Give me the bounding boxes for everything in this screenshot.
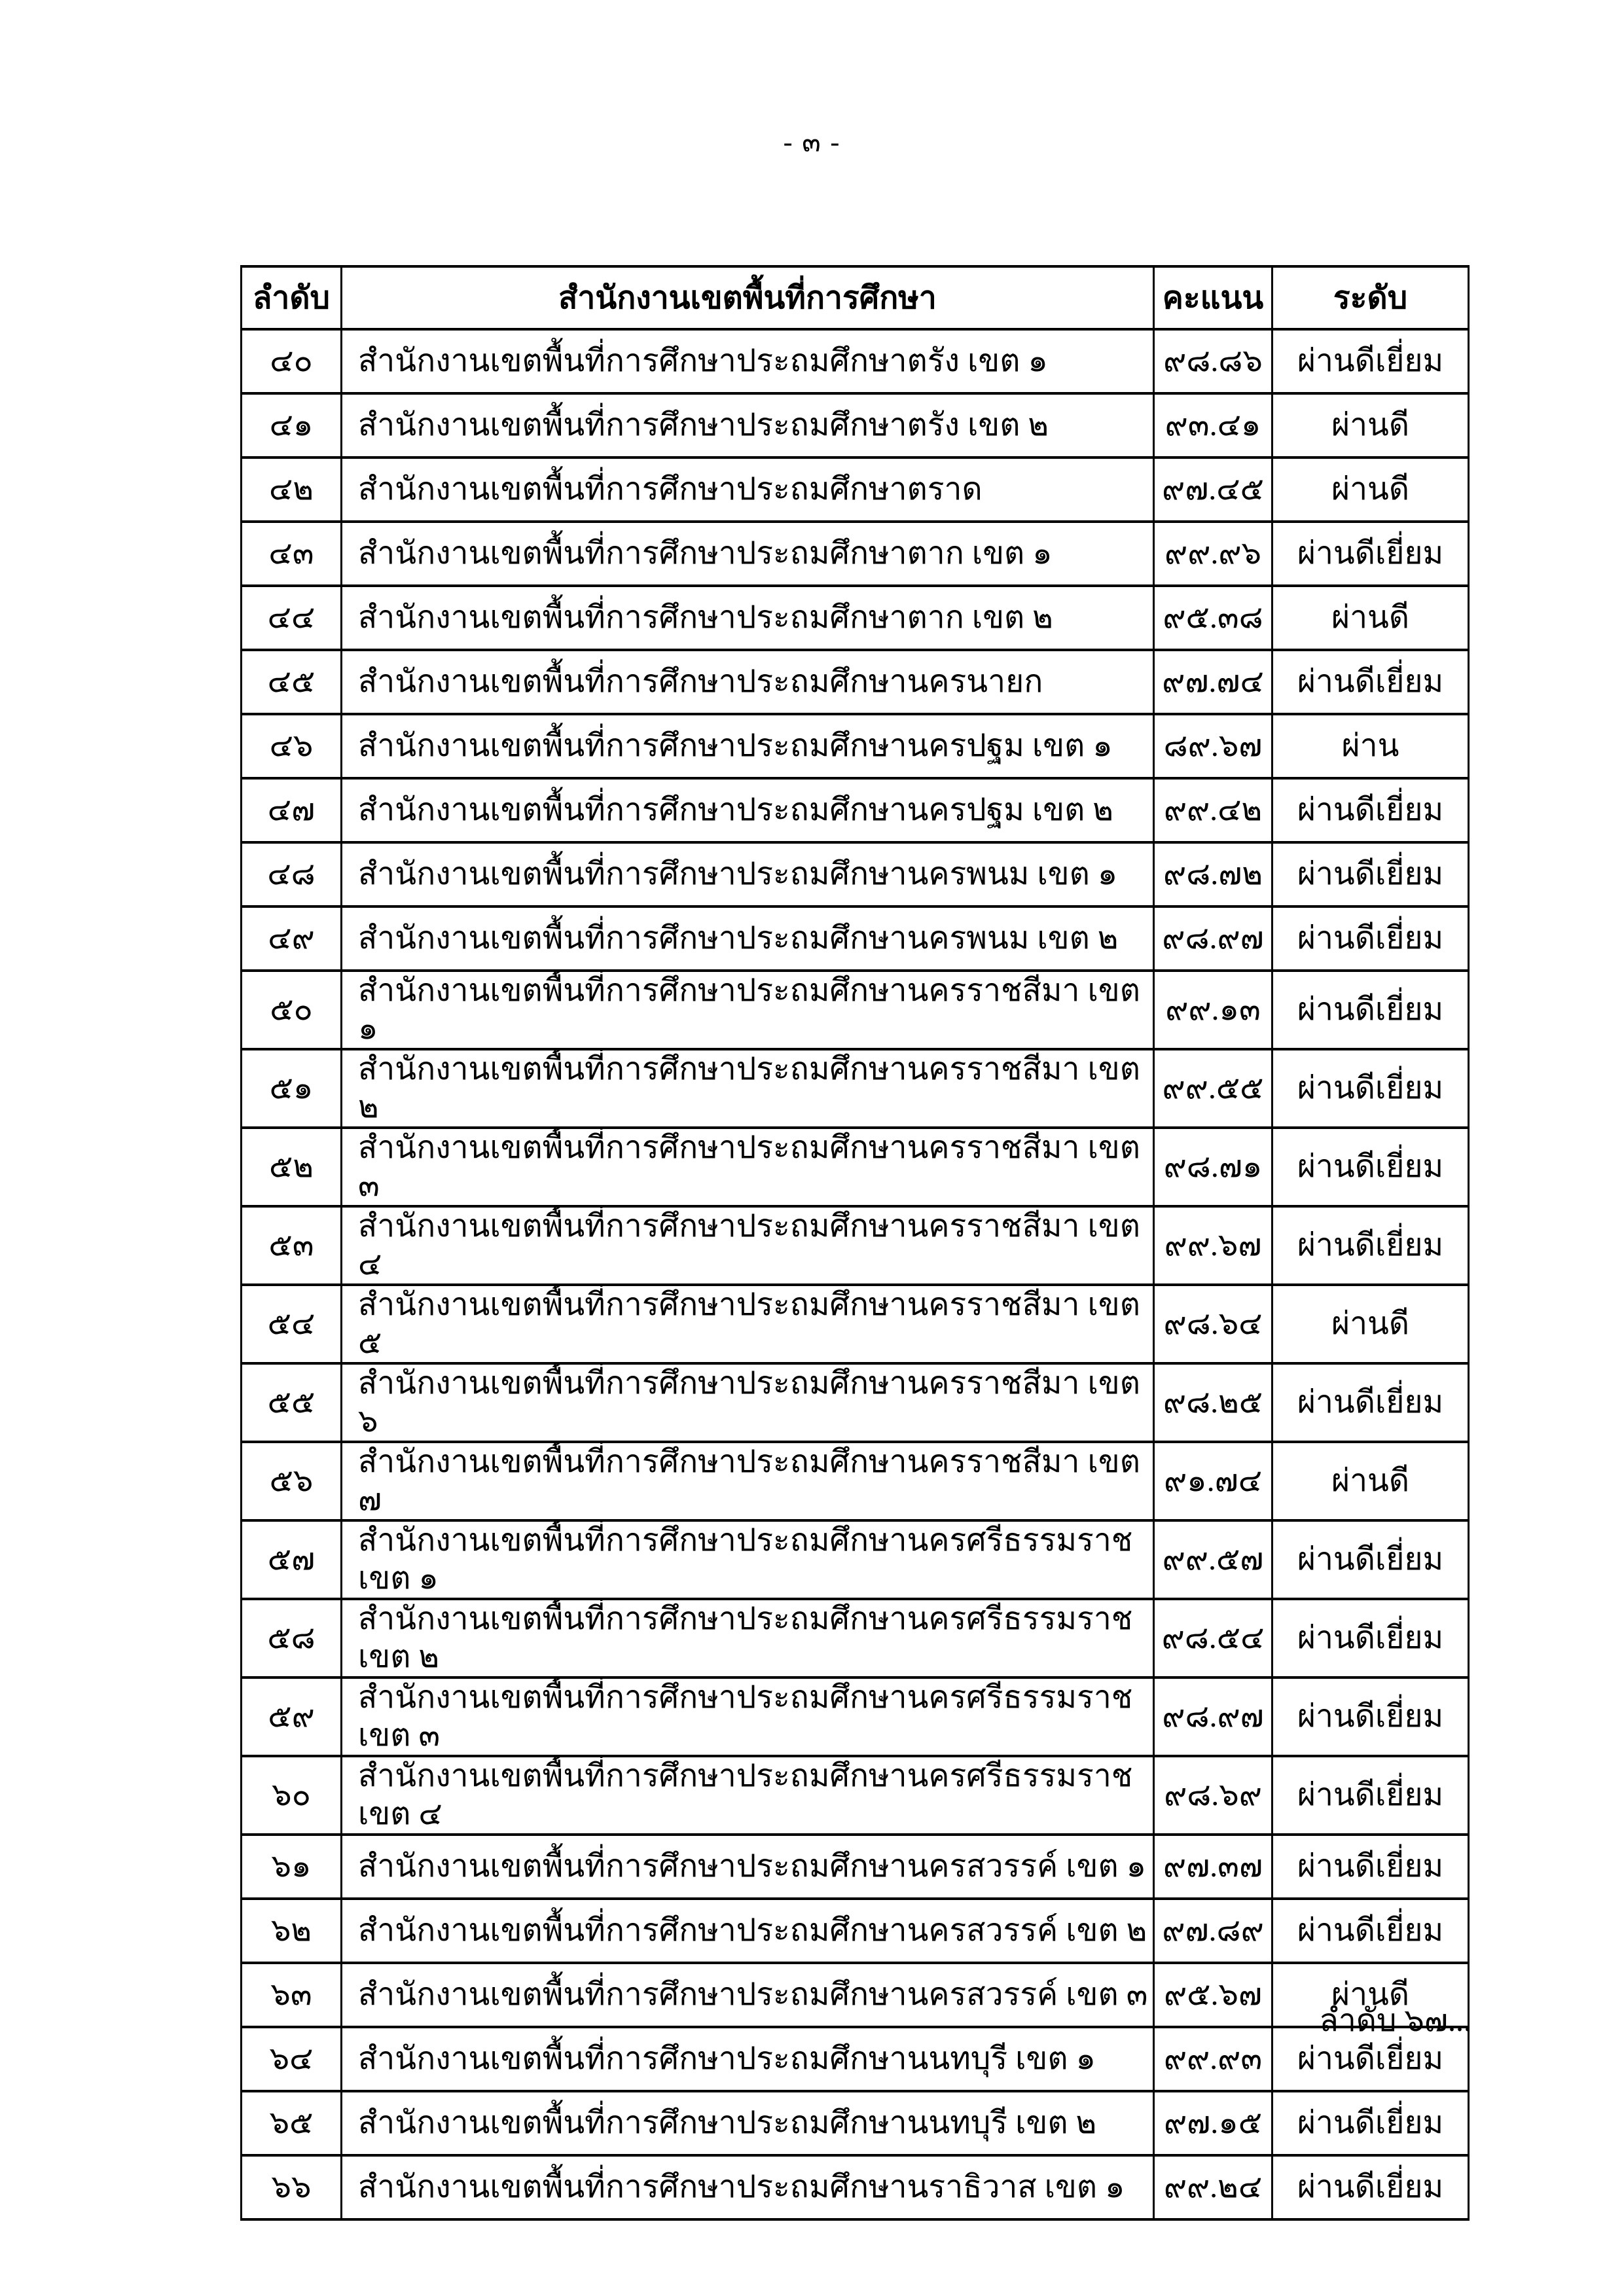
row-level-cell: ผ่านดีเยี่ยม [1272, 842, 1469, 906]
row-level-cell: ผ่านดีเยี่ยม [1272, 1520, 1469, 1599]
row-office-cell: สำนักงานเขตพื้นที่การศึกษาประถมศึกษาตรัง เขต ๑ [342, 329, 1154, 393]
table-row [242, 329, 1469, 393]
row-score-cell: ๙๑.๗๔ [1154, 1442, 1272, 1520]
row-level-cell: ผ่านดี [1272, 1442, 1469, 1520]
row-order-cell: ๔๐ [242, 329, 342, 393]
row-score-cell: ๙๗.๑๕ [1154, 2091, 1272, 2155]
row-office-cell: สำนักงานเขตพื้นที่การศึกษาประถมศึกษานครนายก [342, 650, 1154, 714]
table-row [242, 1963, 1469, 2027]
row-order-cell: ๖๑ [242, 1835, 342, 1899]
row-score-cell: ๙๗.๘๙ [1154, 1899, 1272, 1963]
row-office-cell: สำนักงานเขตพื้นที่การศึกษาประถมศึกษานครราชสีมา เขต ๑ [342, 971, 1154, 1049]
table-row [242, 971, 1469, 1049]
row-order-cell: ๖๖ [242, 2155, 342, 2219]
row-office-cell: สำนักงานเขตพื้นที่การศึกษาประถมศึกษานครราชสีมา เขต ๓ [342, 1128, 1154, 1206]
row-level-cell: ผ่านดีเยี่ยม [1272, 1677, 1469, 1756]
row-level-cell: ผ่านดีเยี่ยม [1272, 1206, 1469, 1285]
table-row [242, 522, 1469, 586]
header-level: ระดับ [1272, 266, 1469, 329]
row-level-cell: ผ่านดีเยี่ยม [1272, 1599, 1469, 1677]
row-order-cell: ๕๕ [242, 1363, 342, 1442]
footer-continuation-note: ลำดับ ๖๗... [1319, 2003, 1471, 2038]
row-office-cell: สำนักงานเขตพื้นที่การศึกษาประถมศึกษาตาก เขต ๑ [342, 522, 1154, 586]
table-row [242, 714, 1469, 778]
row-level-cell: ผ่านดีเยี่ยม [1272, 1835, 1469, 1899]
row-office-cell: สำนักงานเขตพื้นที่การศึกษาประถมศึกษานครพนม เขต ๑ [342, 842, 1154, 906]
row-order-cell: ๖๓ [242, 1963, 342, 2027]
row-order-cell: ๔๑ [242, 393, 342, 457]
row-order-cell: ๖๐ [242, 1756, 342, 1835]
table-row [242, 1899, 1469, 1963]
row-level-cell: ผ่านดี [1272, 393, 1469, 457]
row-order-cell: ๕๗ [242, 1520, 342, 1599]
row-office-cell: สำนักงานเขตพื้นที่การศึกษาประถมศึกษาตาก เขต ๒ [342, 586, 1154, 650]
table-row [242, 1285, 1469, 1363]
table-row [242, 2091, 1469, 2155]
row-score-cell: ๙๓.๔๑ [1154, 393, 1272, 457]
table-row [242, 2027, 1469, 2091]
row-score-cell: ๙๘.๙๗ [1154, 1677, 1272, 1756]
row-office-cell: สำนักงานเขตพื้นที่การศึกษาประถมศึกษานนทบุรี เขต ๒ [342, 2091, 1154, 2155]
row-order-cell: ๔๕ [242, 650, 342, 714]
row-score-cell: ๙๙.๑๓ [1154, 971, 1272, 1049]
row-order-cell: ๔๙ [242, 906, 342, 971]
row-order-cell: ๕๐ [242, 971, 342, 1049]
row-score-cell: ๙๙.๙๓ [1154, 2027, 1272, 2091]
table-body [242, 329, 1469, 2219]
row-level-cell: ผ่านดีเยี่ยม [1272, 2091, 1469, 2155]
header-order: ลำดับ [242, 266, 342, 329]
row-order-cell: ๕๖ [242, 1442, 342, 1520]
row-order-cell: ๔๓ [242, 522, 342, 586]
row-office-cell: สำนักงานเขตพื้นที่การศึกษาประถมศึกษานครราชสีมา เขต ๕ [342, 1285, 1154, 1363]
row-level-cell: ผ่านดีเยี่ยม [1272, 1363, 1469, 1442]
row-order-cell: ๕๒ [242, 1128, 342, 1206]
row-level-cell: ผ่าน [1272, 714, 1469, 778]
table-row [242, 778, 1469, 842]
row-score-cell: ๙๕.๓๘ [1154, 586, 1272, 650]
row-order-cell: ๔๗ [242, 778, 342, 842]
row-office-cell: สำนักงานเขตพื้นที่การศึกษาประถมศึกษานครศรีธรรมราช เขต ๒ [342, 1599, 1154, 1677]
row-level-cell: ผ่านดีเยี่ยม [1272, 1756, 1469, 1835]
row-score-cell: ๙๗.๔๕ [1154, 457, 1272, 522]
row-order-cell: ๕๑ [242, 1049, 342, 1128]
table-row [242, 1756, 1469, 1835]
row-order-cell: ๔๘ [242, 842, 342, 906]
row-office-cell: สำนักงานเขตพื้นที่การศึกษาประถมศึกษาตราด [342, 457, 1154, 522]
row-office-cell: สำนักงานเขตพื้นที่การศึกษาประถมศึกษานครราชสีมา เขต ๗ [342, 1442, 1154, 1520]
row-office-cell: สำนักงานเขตพื้นที่การศึกษาประถมศึกษานครราชสีมา เขต ๖ [342, 1363, 1154, 1442]
row-level-cell: ผ่านดีเยี่ยม [1272, 906, 1469, 971]
table-row [242, 1599, 1469, 1677]
row-score-cell: ๙๙.๒๔ [1154, 2155, 1272, 2219]
table-row [242, 842, 1469, 906]
table-row [242, 1520, 1469, 1599]
page-number: - ๓ - [783, 128, 841, 158]
header-score: คะแนน [1154, 266, 1272, 329]
row-order-cell: ๔๔ [242, 586, 342, 650]
table-row [242, 1363, 1469, 1442]
row-office-cell: สำนักงานเขตพื้นที่การศึกษาประถมศึกษานครพนม เขต ๒ [342, 906, 1154, 971]
row-order-cell: ๖๔ [242, 2027, 342, 2091]
table-row [242, 457, 1469, 522]
row-level-cell: ผ่านดีเยี่ยม [1272, 1899, 1469, 1963]
table-row [242, 1128, 1469, 1206]
row-level-cell: ผ่านดีเยี่ยม [1272, 650, 1469, 714]
row-score-cell: ๙๘.๖๔ [1154, 1285, 1272, 1363]
row-office-cell: สำนักงานเขตพื้นที่การศึกษาประถมศึกษานครศรีธรรมราช เขต ๓ [342, 1677, 1154, 1756]
row-score-cell: ๘๙.๖๗ [1154, 714, 1272, 778]
table-row [242, 1835, 1469, 1899]
row-level-cell: ผ่านดี [1272, 1285, 1469, 1363]
row-score-cell: ๙๘.๗๑ [1154, 1128, 1272, 1206]
row-order-cell: ๖๕ [242, 2091, 342, 2155]
row-order-cell: ๕๔ [242, 1285, 342, 1363]
row-order-cell: ๖๒ [242, 1899, 342, 1963]
table-head [242, 266, 1469, 329]
row-office-cell: สำนักงานเขตพื้นที่การศึกษาประถมศึกษานครปฐม เขต ๑ [342, 714, 1154, 778]
table-header-row [242, 266, 1469, 329]
table-row [242, 1049, 1469, 1128]
table-row [242, 393, 1469, 457]
header-office: สำนักงานเขตพื้นที่การศึกษา [342, 266, 1154, 329]
row-score-cell: ๙๙.๕๕ [1154, 1049, 1272, 1128]
row-order-cell: ๕๘ [242, 1599, 342, 1677]
row-level-cell: ผ่านดีเยี่ยม [1272, 971, 1469, 1049]
row-order-cell: ๔๒ [242, 457, 342, 522]
row-level-cell: ผ่านดีเยี่ยม [1272, 1128, 1469, 1206]
row-level-cell: ผ่านดี [1272, 586, 1469, 650]
row-office-cell: สำนักงานเขตพื้นที่การศึกษาประถมศึกษานครราชสีมา เขต ๔ [342, 1206, 1154, 1285]
row-score-cell: ๙๗.๓๗ [1154, 1835, 1272, 1899]
row-office-cell: สำนักงานเขตพื้นที่การศึกษาประถมศึกษานราธิวาส เขต ๑ [342, 2155, 1154, 2219]
table-row [242, 586, 1469, 650]
row-office-cell: สำนักงานเขตพื้นที่การศึกษาประถมศึกษานครสวรรค์ เขต ๑ [342, 1835, 1154, 1899]
row-score-cell: ๙๘.๕๔ [1154, 1599, 1272, 1677]
table-row [242, 906, 1469, 971]
table-row [242, 1677, 1469, 1756]
row-level-cell: ผ่านดี [1272, 1963, 1469, 2027]
row-level-cell: ผ่านดีเยี่ยม [1272, 778, 1469, 842]
table-row [242, 1206, 1469, 1285]
row-score-cell: ๙๙.๙๖ [1154, 522, 1272, 586]
row-score-cell: ๙๘.๙๗ [1154, 906, 1272, 971]
row-office-cell: สำนักงานเขตพื้นที่การศึกษาประถมศึกษานครปฐม เขต ๒ [342, 778, 1154, 842]
row-level-cell: ผ่านดีเยี่ยม [1272, 522, 1469, 586]
row-order-cell: ๕๓ [242, 1206, 342, 1285]
row-score-cell: ๙๘.๖๙ [1154, 1756, 1272, 1835]
row-office-cell: สำนักงานเขตพื้นที่การศึกษาประถมศึกษานครศรีธรรมราช เขต ๑ [342, 1520, 1154, 1599]
table-row [242, 1442, 1469, 1520]
row-office-cell: สำนักงานเขตพื้นที่การศึกษาประถมศึกษาตรัง เขต ๒ [342, 393, 1154, 457]
row-order-cell: ๕๙ [242, 1677, 342, 1756]
row-level-cell: ผ่านดี [1272, 457, 1469, 522]
table-row [242, 650, 1469, 714]
row-score-cell: ๙๘.๒๕ [1154, 1363, 1272, 1442]
row-score-cell: ๙๘.๘๖ [1154, 329, 1272, 393]
row-score-cell: ๙๕.๖๗ [1154, 1963, 1272, 2027]
row-level-cell: ผ่านดีเยี่ยม [1272, 2155, 1469, 2219]
row-score-cell: ๙๙.๕๗ [1154, 1520, 1272, 1599]
table-row [242, 2155, 1469, 2219]
row-level-cell: ผ่านดีเยี่ยม [1272, 1049, 1469, 1128]
row-order-cell: ๔๖ [242, 714, 342, 778]
row-office-cell: สำนักงานเขตพื้นที่การศึกษาประถมศึกษานครสวรรค์ เขต ๒ [342, 1899, 1154, 1963]
row-level-cell: ผ่านดีเยี่ยม [1272, 329, 1469, 393]
row-office-cell: สำนักงานเขตพื้นที่การศึกษาประถมศึกษานครราชสีมา เขต ๒ [342, 1049, 1154, 1128]
row-score-cell: ๙๙.๖๗ [1154, 1206, 1272, 1285]
results-table [240, 265, 1470, 2221]
row-score-cell: ๙๗.๗๔ [1154, 650, 1272, 714]
row-office-cell: สำนักงานเขตพื้นที่การศึกษาประถมศึกษานนทบุรี เขต ๑ [342, 2027, 1154, 2091]
row-score-cell: ๙๘.๗๒ [1154, 842, 1272, 906]
row-office-cell: สำนักงานเขตพื้นที่การศึกษาประถมศึกษานครศรีธรรมราช เขต ๔ [342, 1756, 1154, 1835]
row-level-cell: ผ่านดีเยี่ยม [1272, 2027, 1469, 2091]
row-score-cell: ๙๙.๔๒ [1154, 778, 1272, 842]
row-office-cell: สำนักงานเขตพื้นที่การศึกษาประถมศึกษานครสวรรค์ เขต ๓ [342, 1963, 1154, 2027]
